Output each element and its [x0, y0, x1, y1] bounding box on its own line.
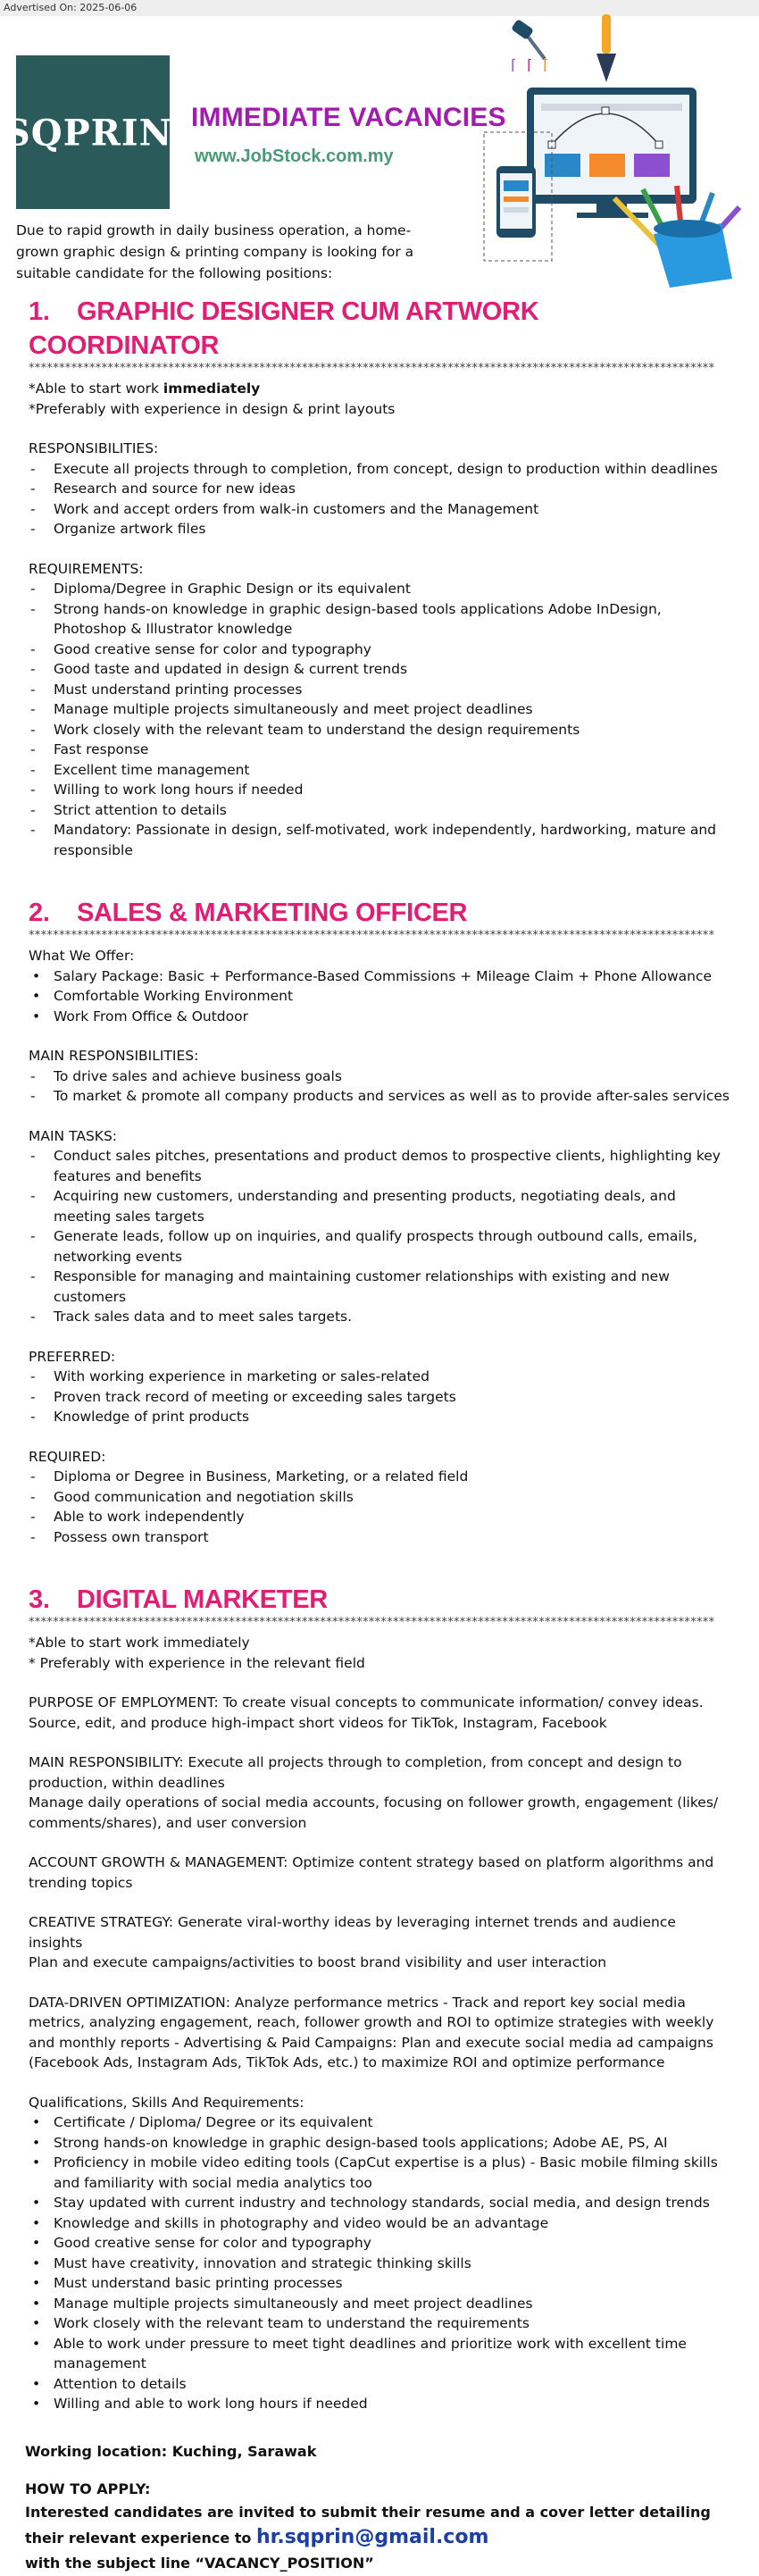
offer-heading: What We Offer:: [29, 948, 135, 964]
list-item: • Work From Office & Outdoor: [29, 1007, 734, 1027]
list-item: • Knowledge and skills in photography and video would be an advantage: [29, 2213, 734, 2234]
svg-text:⌈: ⌈: [527, 56, 533, 73]
start-note: *Able to start work immediately: [29, 381, 261, 397]
purpose-paragraph: PURPOSE OF EMPLOYMENT: To create visual concepts to communicate information/ convey ideas. Source, edit, and produce high-impact short videos for TikTok, Instagram, Facebook: [29, 1694, 704, 1731]
list-item: • Salary Package: Basic + Performance-Based Commissions + Mileage Claim + Phone Allowance: [29, 966, 734, 987]
list-item: - Track sales data and to meet sales targets.: [29, 1307, 734, 1327]
list-item: - Research and source for new ideas: [29, 479, 734, 499]
svg-text:⌈: ⌈: [511, 56, 517, 73]
section-2-title: 2. SALES & MARKETING OFFICER: [29, 899, 468, 927]
list-item: - To drive sales and achieve business goals: [29, 1066, 734, 1087]
start-note: *Able to start work immediately: [29, 1635, 250, 1651]
list-item: • Attention to details: [29, 2374, 734, 2395]
list-item: • Able to work under pressure to meet tight deadlines and prioritize work with excellent time management: [29, 2334, 734, 2374]
list-item: • Work closely with the relevant team to understand the requirements: [29, 2313, 734, 2334]
main-responsibilities-heading: MAIN RESPONSIBILITIES:: [29, 1048, 199, 1064]
list-item: • Proficiency in mobile video editing tools (CapCut expertise is a plus) - Basic mobile filming skills and familiarity with social media analytics too: [29, 2153, 734, 2193]
list-item: - Able to work independently: [29, 1507, 734, 1527]
main-responsibility-detail: Manage daily operations of social media accounts, focusing on follower growth, engagement (likes/ comments/shares), and user conversion: [29, 1794, 719, 1831]
main-tasks-heading: MAIN TASKS:: [29, 1127, 118, 1144]
list-item: - Work closely with the relevant team to understand the design requirements: [29, 720, 734, 740]
list-item: - Responsible for managing and maintaining customer relationships with existing and new customers: [29, 1267, 734, 1307]
email-link[interactable]: hr.sqprin@gmail.com: [255, 2525, 489, 2548]
list-item: - Fast response: [29, 740, 734, 760]
list-item: - Good communication and negotiation skills: [29, 1487, 734, 1508]
list-item: • Must understand basic printing processes: [29, 2273, 734, 2294]
design-illustration: [471, 11, 759, 288]
list-item: - Generate leads, follow up on inquiries, and qualify prospects through outbound calls, emails, networking events: [29, 1226, 734, 1267]
list-item: - Strong hands-on knowledge in graphic design-based tools applications Adobe InDesign, Photoshop & Illustrator knowledge: [29, 599, 734, 640]
site-link[interactable]: www.JobStock.com.my: [195, 146, 394, 166]
list-item: - Organize artwork files: [29, 519, 734, 539]
main-responsibility-paragraph: MAIN RESPONSIBILITY: Execute all projects through to completion, from concept and design to production, within deadlines: [29, 1754, 682, 1791]
intro-text: Due to rapid growth in daily business operation, a home-grown graphic design & printing company is looking for a suitable candidate for the following positions:: [16, 222, 414, 281]
working-location: Working location: Kuching, Sarawak: [25, 2442, 317, 2460]
qualifications-heading: Qualifications, Skills And Requirements:: [29, 2094, 304, 2111]
footer: [25, 2441, 734, 2576]
list-item: - Conduct sales pitches, presentations and product demos to prospective clients, highlighting key features and benefits: [29, 1146, 734, 1186]
list-item: • Must have creativity, innovation and strategic thinking skills: [29, 2254, 734, 2274]
list-item: - Possess own transport: [29, 1527, 734, 1548]
company-logo: SQPRIN™: [16, 55, 170, 209]
headline: IMMEDIATE VACANCIES: [191, 103, 506, 132]
list-item: - Must understand printing processes: [29, 680, 734, 700]
list-item: - With working experience in marketing or sales-related: [29, 1367, 734, 1387]
list-item: • Good creative sense for color and typography: [29, 2233, 734, 2254]
divider: *****************************************************************************************************************: [29, 930, 715, 942]
data-driven-paragraph: DATA-DRIVEN OPTIMIZATION: Analyze performance metrics - Track and report key social media metrics, analyzing engagement, reach, follower growth and ROI to optimize strategies with weekly and monthly reports - Advertising & Paid Campaigns: Plan and execute social media ad campaigns (Facebook Ads, Instagram Ads, TikTok Ads, etc.) to maximize ROI and optimize performance: [29, 1994, 714, 2070]
creative-strategy-detail: Plan and execute campaigns/activities to boost brand visibility and user interaction: [29, 1954, 607, 1970]
list-item: - Acquiring new customers, understanding and presenting products, negotiating deals, and meeting sales targets: [29, 1186, 734, 1226]
subject-line: with the subject line “VACANCY_POSITION”: [25, 2554, 374, 2572]
how-to-apply-heading: HOW TO APPLY:: [25, 2480, 151, 2497]
list-item: - To market & promote all company products and services as well as to provide after-sales services: [29, 1086, 734, 1107]
list-item: • Comfortable Working Environment: [29, 986, 734, 1007]
list-item: - Good creative sense for color and typography: [29, 640, 734, 660]
requirements-heading: REQUIREMENTS:: [29, 560, 144, 577]
list-item: - Proven track record of meeting or exceeding sales targets: [29, 1387, 734, 1408]
required-heading: REQUIRED:: [29, 1448, 106, 1465]
divider: *****************************************************************************************************************: [29, 363, 715, 375]
list-item: - Good taste and updated in design & current trends: [29, 659, 734, 680]
list-item: • Willing and able to work long hours if needed: [29, 2394, 734, 2414]
creative-strategy-paragraph: CREATIVE STRATEGY: Generate viral-worthy ideas by leveraging internet trends and audience insights: [29, 1914, 676, 1951]
list-item: - Diploma or Degree in Business, Marketing, or a related field: [29, 1467, 734, 1487]
preference-note: * Preferably with experience in the relevant field: [29, 1654, 365, 1671]
list-item: - Work and accept orders from walk-in customers and the Management: [29, 499, 734, 520]
section-3-title: 3. DIGITAL MARKETER: [29, 1585, 328, 1614]
list-item: - Willing to work long hours if needed: [29, 780, 734, 800]
list-item: - Knowledge of print products: [29, 1407, 734, 1427]
list-item: - Diploma/Degree in Graphic Design or its equivalent: [29, 579, 734, 599]
list-item: • Manage multiple projects simultaneously and meet project deadlines: [29, 2294, 734, 2314]
svg-text:⌈: ⌈: [543, 56, 549, 73]
list-item: - Strict attention to details: [29, 800, 734, 821]
responsibilities-heading: RESPONSIBILITIES:: [29, 440, 159, 456]
list-item: - Manage multiple projects simultaneously and meet project deadlines: [29, 699, 734, 720]
list-item: - Mandatory: Passionate in design, self-motivated, work independently, hardworking, mature and responsible: [29, 820, 734, 860]
list-item: • Stay updated with current industry and technology standards, social media, and design trends: [29, 2193, 734, 2213]
section-1-title: 1. GRAPHIC DESIGNER CUM ARTWORK COORDINATOR: [29, 297, 539, 360]
preferred-heading: PREFERRED:: [29, 1348, 116, 1365]
list-item: • Certificate / Diploma/ Degree or its equivalent: [29, 2112, 734, 2133]
preference-note: *Preferably with experience in design & print layouts: [29, 400, 396, 417]
apply-instructions: Interested candidates are invited to submit their resume and a cover letter detailing their relevant experience to hr.sqprin@gmail.com: [25, 2503, 711, 2548]
list-item: - Excellent time management: [29, 760, 734, 781]
list-item: • Strong hands-on knowledge in graphic design-based tools applications; Adobe AE, PS, AI: [29, 2133, 734, 2154]
content: [25, 295, 734, 2576]
list-item: - Execute all projects through to completion, from concept, design to production within deadlines: [29, 459, 734, 480]
divider: *****************************************************************************************************************: [29, 1617, 715, 1629]
advertised-date: Advertised On: 2025-06-06: [0, 0, 759, 16]
account-growth-paragraph: ACCOUNT GROWTH & MANAGEMENT: Optimize content strategy based on platform algorithms and trending topics: [29, 1854, 714, 1891]
